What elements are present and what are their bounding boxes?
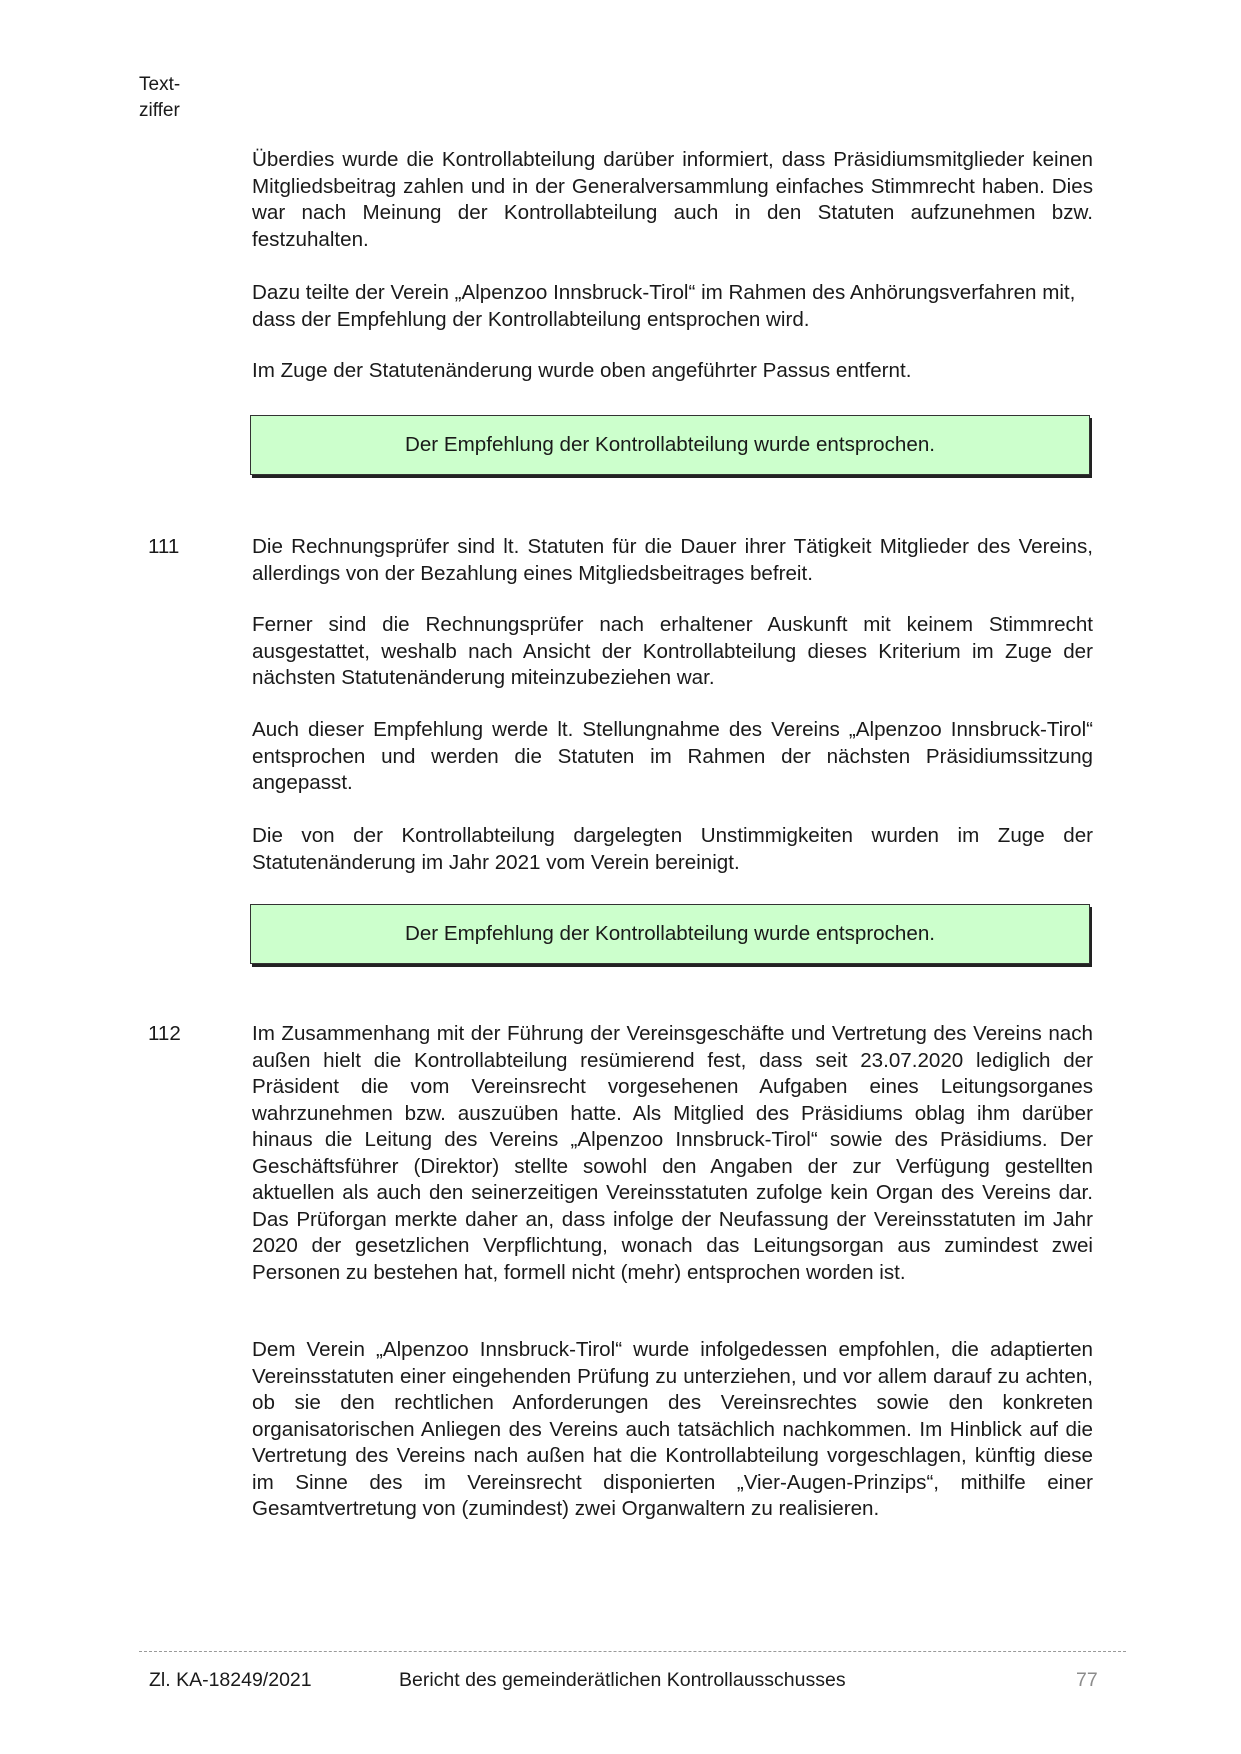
paragraph: Auch dieser Empfehlung werde lt. Stellungnahme des Vereins „Alpenzoo Innsbruck-Tirol“ entsprochen und werden die Statuten im Rahmen der nächsten Präsidiumssitzung angepasst. bbox=[252, 718, 1093, 794]
margin-label-textziffer: Text- ziffer bbox=[139, 74, 181, 121]
paragraph: Die von der Kontrollabteilung dargelegten Unstimmigkeiten wurden im Zuge der Statutenänderung im Jahr 2021 vom Verein bereinigt. bbox=[252, 824, 1093, 874]
recommendation-status-text: Der Empfehlung der Kontrollabteilung wurde entsprochen. bbox=[404, 433, 936, 456]
paragraph: Die Rechnungsprüfer sind lt. Statuten für die Dauer ihrer Tätigkeit Mitglieder des Vereins, allerdings von der Bezahlung eines Mitgliedsbeitrages befreit. bbox=[252, 535, 1093, 585]
section-number: 112 bbox=[148, 1022, 181, 1045]
paragraph: Überdies wurde die Kontrollabteilung darüber informiert, dass Präsidiumsmitglieder keinen Mitgliedsbeitrag zahlen und in der Generalversammlung einfaches Stimmrecht haben. Dies war nach Meinung der Kontrollabteilung auch in den Statuten aufzunehmen bzw. festzuhalten. bbox=[252, 148, 1093, 251]
recommendation-status-box bbox=[250, 415, 1090, 475]
section-number: 111 bbox=[148, 535, 180, 558]
paragraph: Im Zuge der Statutenänderung wurde oben angeführter Passus entfernt. bbox=[252, 359, 912, 382]
footer-divider bbox=[139, 1651, 1126, 1652]
footer-reference: Zl. KA-18249/2021 bbox=[149, 1669, 312, 1691]
page-number: 77 bbox=[1076, 1669, 1098, 1691]
footer-title: Bericht des gemeinderätlichen Kontrollausschusses bbox=[399, 1669, 846, 1691]
paragraph: Im Zusammenhang mit der Führung der Vereinsgeschäfte und Vertretung des Vereins nach außen hielt die Kontrollabteilung resümierend fest, dass seit 23.07.2020 lediglich der Präsident die vom Vereinsrecht vorgesehenen Aufgaben eines Leitungsorganes wahrzunehmen bzw. auszuüben hatte. Als Mitglied des Präsidiums oblag ihm darüber hinaus die Leitung des Vereins „Alpenzoo Innsbruck-Tirol“ sowie des Präsidiums. Der Geschäftsführer (Direktor) stellte sowohl den Angaben der zur Verfügung gestellten aktuellen als auch den seinerzeitigen Vereinsstatuten zufolge kein Organ des Vereins dar. Das Prüforgan merkte daher an, dass infolge der Neufassung der Vereinsstatuten im Jahr 2020 der gesetzlichen Verpflichtung, wonach das Leitungsorgan aus zumindest zwei Personen zu bestehen hat, formell nicht (mehr) entsprochen worden ist. bbox=[252, 1022, 1093, 1284]
recommendation-status-box bbox=[250, 904, 1090, 964]
recommendation-status-text: Der Empfehlung der Kontrollabteilung wurde entsprochen. bbox=[404, 922, 936, 945]
paragraph: Dazu teilte der Verein „Alpenzoo Innsbruck-Tirol“ im Rahmen des Anhörungsverfahren mit, dass der Empfehlung der Kontrollabteilung entsprochen wird. bbox=[252, 281, 1076, 331]
paragraph: Dem Verein „Alpenzoo Innsbruck-Tirol“ wurde infolgedessen empfohlen, die adaptierten Vereinsstatuten einer eingehenden Prüfung zu unterziehen, und vor allem darauf zu achten, ob sie den rechtlichen Anforderungen des Vereinsrechtes sowie den konkreten organisatorischen Anliegen des Vereins auch tatsächlich nachkommen. Im Hinblick auf die Vertretung des Vereins nach außen hat die Kontrollabteilung vorgeschlagen, künftig diese im Sinne des im Vereinsrecht disponierten „Vier-Augen-Prinzips“, mithilfe einer Gesamtvertretung von (zumindest) zwei Organwaltern zu realisieren. bbox=[252, 1338, 1093, 1520]
paragraph: Ferner sind die Rechnungsprüfer nach erhaltener Auskunft mit keinem Stimmrecht ausgestattet, weshalb nach Ansicht der Kontrollabteilung dieses Kriterium im Zuge der nächsten Statutenänderung miteinzubeziehen war. bbox=[252, 613, 1093, 689]
